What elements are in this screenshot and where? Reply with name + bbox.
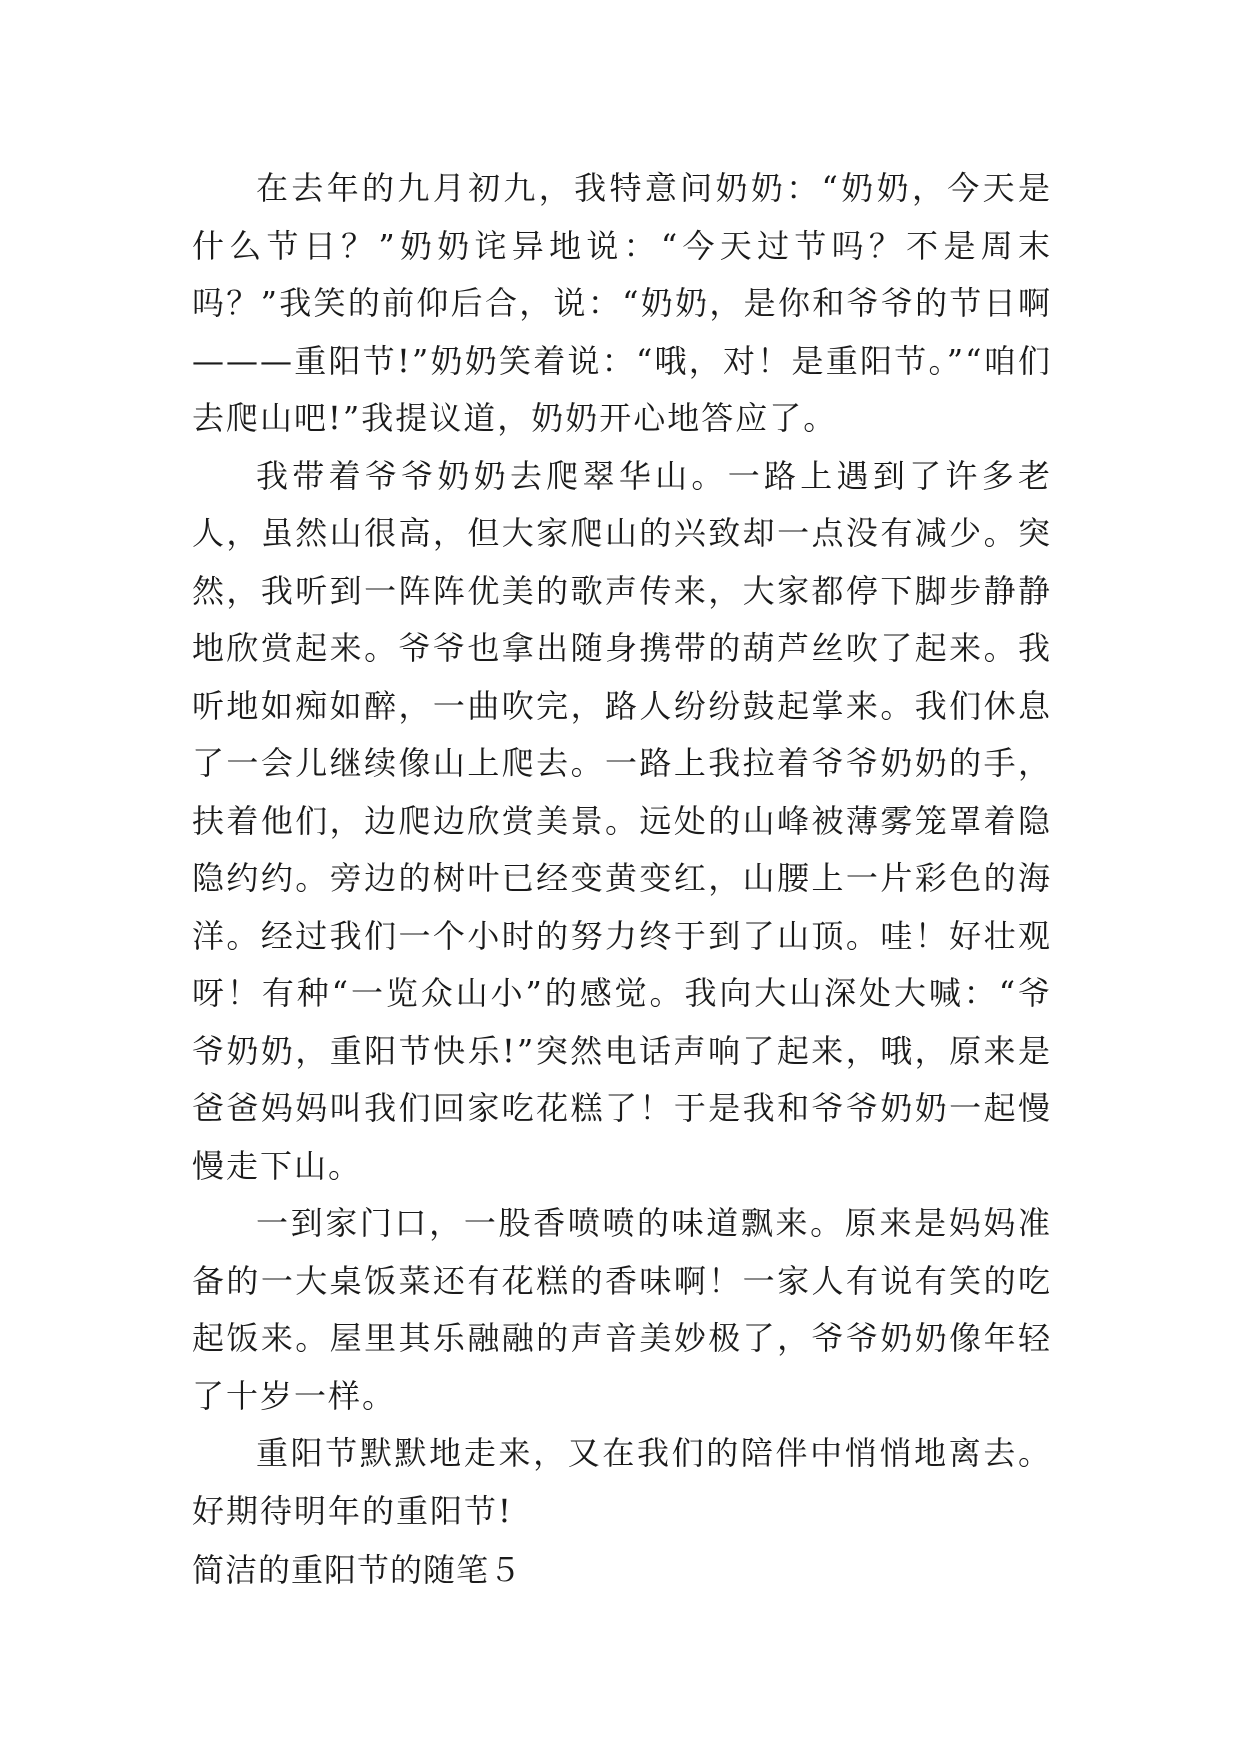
paragraph-1: 在去年的九月初九，我特意问奶奶：“奶奶，今天是什么节日？”奶奶诧异地说：“今天过节吗？不是周末吗？”我笑的前仰后合，说：“奶奶，是你和爷爷的节日啊———重阳节!”奶奶笑着说：“哦，对！是重阳节。”“咱们去爬山吧!”我提议道，奶奶开心地答应了。: [192, 169, 1052, 437]
document-body: [192, 160, 1052, 1600]
section-heading: 简洁的重阳节的随笔５: [192, 1551, 523, 1589]
paragraph-3: 一到家门口，一股香喷喷的味道飘来。原来是妈妈准备的一大桌饭菜还有花糕的香味啊！一家人有说有笑的吃起饭来。屋里其乐融融的声音美妙极了，爷爷奶奶像年轻了十岁一样。: [192, 1204, 1052, 1415]
paragraph-2: 我带着爷爷奶奶去爬翠华山。一路上遇到了许多老人，虽然山很高，但大家爬山的兴致却一点没有减少。突然，我听到一阵阵优美的歌声传来，大家都停下脚步静静地欣赏起来。爷爷也拿出随身携带的葫芦丝吹了起来。我听地如痴如醉，一曲吹完，路人纷纷鼓起掌来。我们休息了一会儿继续像山上爬去。一路上我拉着爷爷奶奶的手，扶着他们，边爬边欣赏美景。远处的山峰被薄雾笼罩着隐隐约约。旁边的树叶已经变黄变红，山腰上一片彩色的海洋。经过我们一个小时的努力终于到了山顶。哇！好壮观呀！有种“一览众山小”的感觉。我向大山深处大喊：“爷爷奶奶，重阳节快乐!”突然电话声响了起来，哦，原来是爸爸妈妈叫我们回家吃花糕了！于是我和爷爷奶奶一起慢慢走下山。: [192, 456, 1052, 1185]
paragraph-4: 重阳节默默地走来，又在我们的陪伴中悄悄地离去。好期待明年的重阳节!: [192, 1434, 1052, 1530]
